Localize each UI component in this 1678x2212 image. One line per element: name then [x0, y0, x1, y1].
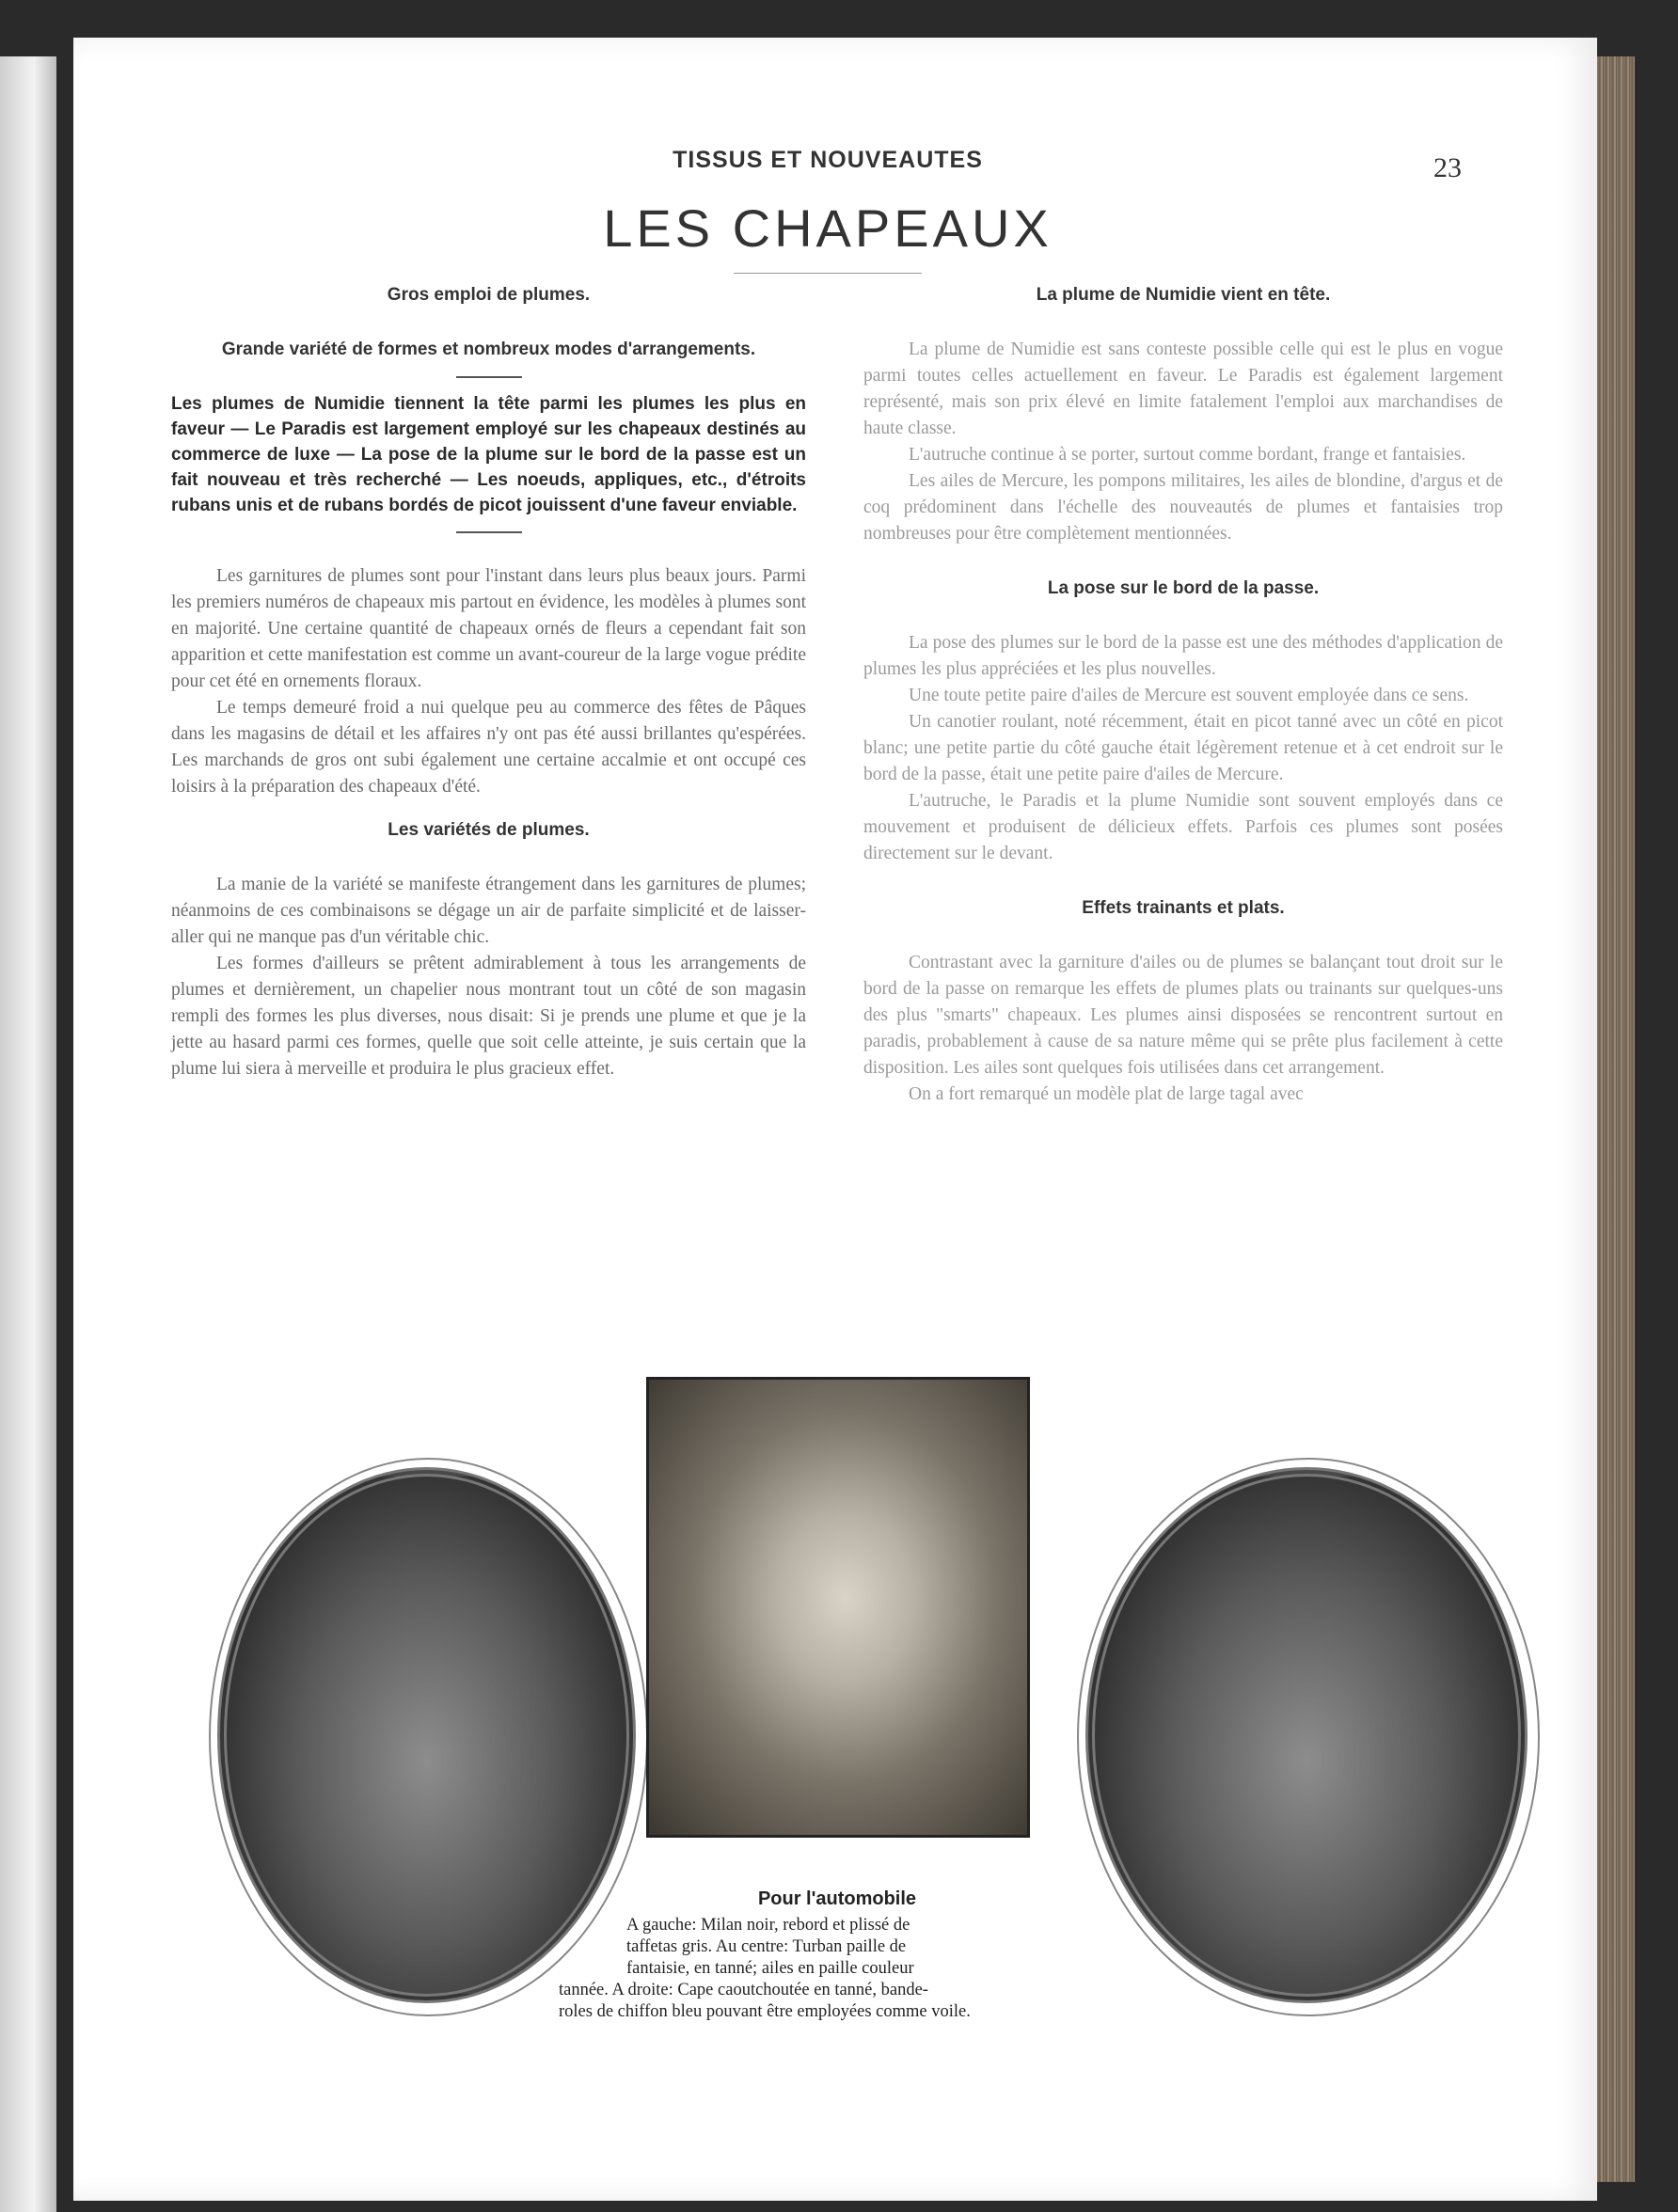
left-column	[171, 282, 806, 1082]
paragraph: L'autruche continue à se porter, surtout comme bordant, frange et fantaisies.	[909, 445, 1466, 465]
paragraph: Les formes d'ailleurs se prêtent admirablement à tous les arrangements de plumes et dernièrement, un chapelier nous montrant tout un côté de son magasin rempli des formes les plus diverses, nous disait: Si je prends une plume et que je la jette au hasard parmi ces formes, quelle que soit celle atteinte, je suis certain que la plume lui siera à merveille et produira le plus gracieux effet.	[171, 954, 806, 1079]
paragraph: L'autruche, le Paradis et la plume Numidie sont souvent employés dans ce mouvement et produisent de délicieux effets. Parfois ces plumes sont posées directement sur le devant.	[863, 791, 1503, 863]
paragraph: Contrastant avec la garniture d'ailes ou de plumes se balançant tout droit sur le bord de la passe on remarque les effets de plumes plats ou trainants sur quelques-uns des plus "smarts" chapeaux. Les plumes ainsi disposées se rencontrent surtout en paradis, probablement à cause de sa nature même qui se prête plus facilement à cette disposition. Les ailes sont quelques fois utilisées dans cet arrangement.	[863, 953, 1503, 1078]
heading-grande-variete: Grande variété de formes et nombreux modes d'arrangements.	[221, 340, 756, 359]
paragraph: Les ailes de Mercure, les pompons militaires, les ailes de blondine, d'argus et de coq prédominent dans l'échelle des nouveautés de plumes et fantaisies trop nombreuses pour être complètement mentionnées.	[863, 471, 1503, 544]
caption-line: tannée. A droite: Cape caoutchoutée en tanné, bande-	[559, 1981, 928, 1999]
running-head: TISSUS ET NOUVEAUTES	[673, 147, 983, 173]
section-rule	[456, 531, 522, 533]
summary-paragraph: Les plumes de Numidie tiennent la tête parmi les plumes les plus en faveur — Le Paradis est largement employé sur les chapeaux destinés au commerce de luxe — La pose de la plume sur le bord de la passe est un fait nouveau et très recherché — Les noeuds, appliques, etc., d'étroits rubans unis et de rubans bordés de picot jouissent d'une faveur enviable.	[171, 394, 806, 515]
heading-pose: La pose sur le bord de la passe.	[1047, 578, 1320, 598]
caption-line: A gauche: Milan noir, rebord et plissé de	[626, 1916, 910, 1935]
caption-line: roles de chiffon bleu pouvant être employées comme voile.	[559, 2002, 971, 2021]
page-title: LES CHAPEAUX	[603, 198, 1053, 258]
paragraph: Un canotier roulant, noté récemment, était en picot tanné avec un côté en picot blanc; une petite partie du côté gauche était légèrement retenue et à cet endroit sur le bord de la passe, était une petite paire d'ailes de Mercure.	[863, 712, 1503, 784]
heading-varietes: Les variétés de plumes.	[388, 820, 590, 840]
heading-numidie: La plume de Numidie vient en tête.	[1036, 285, 1331, 305]
heading-effets: Effets trainants et plats.	[1082, 898, 1285, 918]
paragraph: Les garnitures de plumes sont pour l'instant dans leurs plus beaux jours. Parmi les premiers numéros de chapeaux mis partout en évidence, les modèles à plumes sont en majorité. Une certaine quantité de chapeaux ornés de fleurs a cependant fait son apparition et cette manifestation est comme un avant-coureur de la large vogue prédite pour cet été en ornements floraux.	[171, 566, 806, 691]
paragraph: On a fort remarqué un modèle plat de large tagal avec	[909, 1084, 1304, 1104]
book-fore-edge	[1597, 56, 1635, 2182]
heading-gros-emploi: Gros emploi de plumes.	[387, 285, 591, 305]
paragraph: La manie de la variété se manifeste étrangement dans les garnitures de plumes; néanmoins de ces combinaisons se dégage un air de parfaite simplicité et de laisser-aller qui ne manque pas d'un véritable chic.	[171, 875, 806, 947]
right-column	[863, 282, 1503, 1108]
photo-woman-turban	[646, 1377, 1030, 1838]
paragraph: La plume de Numidie est sans conteste possible celle qui est le plus en vogue parmi toutes celles actuellement en faveur. Le Paradis est également largement représenté, mais son prix élevé en limite fatalement l'emploi aux marchandises de haute classe.	[863, 340, 1503, 438]
photo-woman-cape	[1085, 1467, 1528, 2003]
caption-line: taffetas gris. Au centre: Turban paille de	[626, 1937, 907, 1956]
photo-caption	[559, 1915, 1114, 2023]
caption-line: fantaisie, en tanné; ailes en paille couleur	[626, 1959, 914, 1978]
caption-title: Pour l'automobile	[757, 1888, 917, 1909]
paragraph: Le temps demeuré froid a nui quelque peu au commerce des fêtes de Pâques dans les magasins de détail et les affaires n'y ont pas été aussi brillantes qu'espérées. Les marchands de gros ont subi également une certaine accalmie et ont occupé ces loisirs à la préparation des chapeaux d'été.	[171, 698, 806, 797]
section-rule	[456, 376, 522, 378]
facing-page-edge	[0, 56, 56, 2212]
paragraph: La pose des plumes sur le bord de la passe est une des méthodes d'application de plumes les plus appréciées et les plus nouvelles.	[863, 633, 1503, 679]
page-number: 23	[1433, 152, 1462, 183]
paragraph: Une toute petite paire d'ailes de Mercure est souvent employée dans ce sens.	[909, 686, 1469, 705]
title-rule	[734, 273, 922, 274]
